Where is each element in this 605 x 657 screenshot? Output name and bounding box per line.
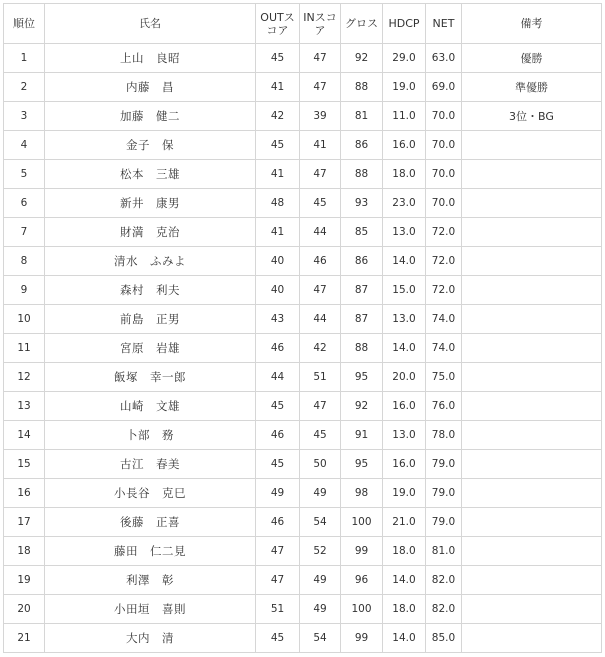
net-cell: 79.0	[426, 450, 462, 479]
note-cell	[462, 334, 602, 363]
results-body	[4, 44, 602, 653]
hdcp-cell: 14.0	[383, 334, 426, 363]
rank-cell: 11	[4, 334, 45, 363]
player-name-cell: 金子 保	[45, 131, 256, 160]
note-cell: 3位・BG	[462, 102, 602, 131]
gross-header: グロス	[341, 4, 383, 44]
out-score-cell: 45	[256, 44, 300, 73]
out-score-cell: 48	[256, 189, 300, 218]
hdcp-cell: 13.0	[383, 218, 426, 247]
out-score-cell: 41	[256, 218, 300, 247]
gross-cell: 88	[341, 334, 383, 363]
hdcp-cell: 19.0	[383, 479, 426, 508]
in-score-cell: 45	[300, 421, 341, 450]
net-cell: 70.0	[426, 102, 462, 131]
net-cell: 72.0	[426, 276, 462, 305]
in-score-cell: 49	[300, 479, 341, 508]
note-cell	[462, 189, 602, 218]
gross-cell: 87	[341, 276, 383, 305]
note-cell	[462, 595, 602, 624]
out-score-cell: 49	[256, 479, 300, 508]
table-row	[4, 421, 602, 450]
gross-cell: 100	[341, 595, 383, 624]
out-score-cell: 40	[256, 247, 300, 276]
rank-cell: 4	[4, 131, 45, 160]
player-name-cell: 上山 良昭	[45, 44, 256, 73]
in-score-cell: 47	[300, 392, 341, 421]
player-name-cell: 小田垣 喜則	[45, 595, 256, 624]
hdcp-cell: 16.0	[383, 392, 426, 421]
net-cell: 81.0	[426, 537, 462, 566]
note-cell	[462, 566, 602, 595]
in-score-cell: 54	[300, 624, 341, 653]
note-cell	[462, 624, 602, 653]
player-name-cell: 小長谷 克巳	[45, 479, 256, 508]
player-name-cell: 松本 三雄	[45, 160, 256, 189]
net-cell: 79.0	[426, 508, 462, 537]
in-score-cell: 47	[300, 44, 341, 73]
player-name-cell: 卜部 務	[45, 421, 256, 450]
rank-cell: 10	[4, 305, 45, 334]
rank-header: 順位	[4, 4, 45, 44]
hdcp-cell: 23.0	[383, 189, 426, 218]
table-row	[4, 363, 602, 392]
hdcp-cell: 15.0	[383, 276, 426, 305]
table-row	[4, 44, 602, 73]
net-cell: 72.0	[426, 218, 462, 247]
in-score-cell: 51	[300, 363, 341, 392]
gross-cell: 87	[341, 305, 383, 334]
out-score-cell: 47	[256, 537, 300, 566]
gross-cell: 98	[341, 479, 383, 508]
gross-cell: 93	[341, 189, 383, 218]
player-name-cell: 後藤 正喜	[45, 508, 256, 537]
net-cell: 70.0	[426, 189, 462, 218]
player-name-cell: 清水 ふみよ	[45, 247, 256, 276]
hdcp-cell: 18.0	[383, 537, 426, 566]
player-name-cell: 飯塚 幸一郎	[45, 363, 256, 392]
table-row	[4, 566, 602, 595]
gross-cell: 92	[341, 44, 383, 73]
note-cell	[462, 392, 602, 421]
player-name-cell: 利澤 彰	[45, 566, 256, 595]
note-cell	[462, 305, 602, 334]
out-score-cell: 45	[256, 450, 300, 479]
rank-cell: 5	[4, 160, 45, 189]
rank-cell: 1	[4, 44, 45, 73]
gross-cell: 86	[341, 247, 383, 276]
table-row	[4, 131, 602, 160]
note-cell	[462, 131, 602, 160]
note-cell	[462, 537, 602, 566]
hdcp-cell: 14.0	[383, 624, 426, 653]
in-score-cell: 47	[300, 73, 341, 102]
note-cell	[462, 508, 602, 537]
rank-cell: 12	[4, 363, 45, 392]
note-cell	[462, 276, 602, 305]
in-score-cell: 47	[300, 276, 341, 305]
rank-cell: 16	[4, 479, 45, 508]
net-cell: 72.0	[426, 247, 462, 276]
player-name-cell: 新井 康男	[45, 189, 256, 218]
hdcp-cell: 16.0	[383, 131, 426, 160]
out-score-cell: 45	[256, 624, 300, 653]
player-name-cell: 前島 正男	[45, 305, 256, 334]
table-row	[4, 247, 602, 276]
name-header: 氏名	[45, 4, 256, 44]
header-row	[4, 4, 602, 44]
rank-cell: 2	[4, 73, 45, 102]
in-score-cell: 41	[300, 131, 341, 160]
rank-cell: 15	[4, 450, 45, 479]
gross-cell: 100	[341, 508, 383, 537]
out-score-header: OUTスコア	[256, 4, 300, 44]
player-name-cell: 宮原 岩雄	[45, 334, 256, 363]
out-score-cell: 51	[256, 595, 300, 624]
gross-cell: 88	[341, 160, 383, 189]
hdcp-cell: 13.0	[383, 421, 426, 450]
in-score-cell: 44	[300, 305, 341, 334]
in-score-cell: 39	[300, 102, 341, 131]
net-cell: 70.0	[426, 131, 462, 160]
note-cell	[462, 363, 602, 392]
results-table	[3, 3, 602, 653]
table-row	[4, 160, 602, 189]
player-name-cell: 古江 春美	[45, 450, 256, 479]
in-score-cell: 49	[300, 595, 341, 624]
out-score-cell: 41	[256, 160, 300, 189]
gross-cell: 91	[341, 421, 383, 450]
net-cell: 85.0	[426, 624, 462, 653]
rank-cell: 19	[4, 566, 45, 595]
table-row	[4, 102, 602, 131]
note-cell	[462, 160, 602, 189]
rank-cell: 9	[4, 276, 45, 305]
in-score-cell: 44	[300, 218, 341, 247]
table-row	[4, 392, 602, 421]
rank-cell: 17	[4, 508, 45, 537]
in-score-cell: 52	[300, 537, 341, 566]
out-score-cell: 45	[256, 392, 300, 421]
player-name-cell: 内藤 昌	[45, 73, 256, 102]
out-score-cell: 41	[256, 73, 300, 102]
table-row	[4, 450, 602, 479]
rank-cell: 13	[4, 392, 45, 421]
gross-cell: 92	[341, 392, 383, 421]
note-cell	[462, 479, 602, 508]
in-score-cell: 47	[300, 160, 341, 189]
out-score-cell: 44	[256, 363, 300, 392]
out-score-cell: 42	[256, 102, 300, 131]
hdcp-header: HDCP	[383, 4, 426, 44]
out-score-cell: 45	[256, 131, 300, 160]
hdcp-cell: 29.0	[383, 44, 426, 73]
in-score-cell: 49	[300, 566, 341, 595]
in-score-header: INスコア	[300, 4, 341, 44]
gross-cell: 99	[341, 537, 383, 566]
out-score-cell: 46	[256, 334, 300, 363]
net-cell: 82.0	[426, 595, 462, 624]
net-cell: 63.0	[426, 44, 462, 73]
in-score-cell: 46	[300, 247, 341, 276]
rank-cell: 6	[4, 189, 45, 218]
rank-cell: 14	[4, 421, 45, 450]
table-row	[4, 595, 602, 624]
gross-cell: 95	[341, 450, 383, 479]
table-row	[4, 305, 602, 334]
net-cell: 74.0	[426, 305, 462, 334]
table-row	[4, 537, 602, 566]
out-score-cell: 46	[256, 421, 300, 450]
note-header: 備考	[462, 4, 602, 44]
in-score-cell: 54	[300, 508, 341, 537]
gross-cell: 85	[341, 218, 383, 247]
in-score-cell: 42	[300, 334, 341, 363]
hdcp-cell: 14.0	[383, 566, 426, 595]
table-row	[4, 276, 602, 305]
note-cell: 優勝	[462, 44, 602, 73]
player-name-cell: 財満 克治	[45, 218, 256, 247]
hdcp-cell: 16.0	[383, 450, 426, 479]
hdcp-cell: 21.0	[383, 508, 426, 537]
out-score-cell: 43	[256, 305, 300, 334]
hdcp-cell: 18.0	[383, 160, 426, 189]
net-cell: 78.0	[426, 421, 462, 450]
player-name-cell: 森村 利夫	[45, 276, 256, 305]
table-row	[4, 624, 602, 653]
rank-cell: 7	[4, 218, 45, 247]
gross-cell: 88	[341, 73, 383, 102]
out-score-cell: 47	[256, 566, 300, 595]
out-score-cell: 46	[256, 508, 300, 537]
rank-cell: 20	[4, 595, 45, 624]
net-cell: 79.0	[426, 479, 462, 508]
net-header: NET	[426, 4, 462, 44]
gross-cell: 81	[341, 102, 383, 131]
rank-cell: 3	[4, 102, 45, 131]
net-cell: 74.0	[426, 334, 462, 363]
player-name-cell: 山崎 文雄	[45, 392, 256, 421]
net-cell: 69.0	[426, 73, 462, 102]
table-row	[4, 189, 602, 218]
net-cell: 76.0	[426, 392, 462, 421]
note-cell: 準優勝	[462, 73, 602, 102]
hdcp-cell: 18.0	[383, 595, 426, 624]
player-name-cell: 大内 清	[45, 624, 256, 653]
gross-cell: 96	[341, 566, 383, 595]
rank-cell: 18	[4, 537, 45, 566]
hdcp-cell: 19.0	[383, 73, 426, 102]
in-score-cell: 45	[300, 189, 341, 218]
gross-cell: 95	[341, 363, 383, 392]
gross-cell: 99	[341, 624, 383, 653]
rank-cell: 21	[4, 624, 45, 653]
note-cell	[462, 421, 602, 450]
note-cell	[462, 450, 602, 479]
player-name-cell: 加藤 健二	[45, 102, 256, 131]
hdcp-cell: 20.0	[383, 363, 426, 392]
hdcp-cell: 14.0	[383, 247, 426, 276]
player-name-cell: 藤田 仁二見	[45, 537, 256, 566]
rank-cell: 8	[4, 247, 45, 276]
net-cell: 75.0	[426, 363, 462, 392]
gross-cell: 86	[341, 131, 383, 160]
note-cell	[462, 247, 602, 276]
hdcp-cell: 13.0	[383, 305, 426, 334]
in-score-cell: 50	[300, 450, 341, 479]
table-row	[4, 479, 602, 508]
table-row	[4, 508, 602, 537]
table-row	[4, 334, 602, 363]
note-cell	[462, 218, 602, 247]
table-row	[4, 73, 602, 102]
net-cell: 70.0	[426, 160, 462, 189]
table-row	[4, 218, 602, 247]
hdcp-cell: 11.0	[383, 102, 426, 131]
out-score-cell: 40	[256, 276, 300, 305]
net-cell: 82.0	[426, 566, 462, 595]
